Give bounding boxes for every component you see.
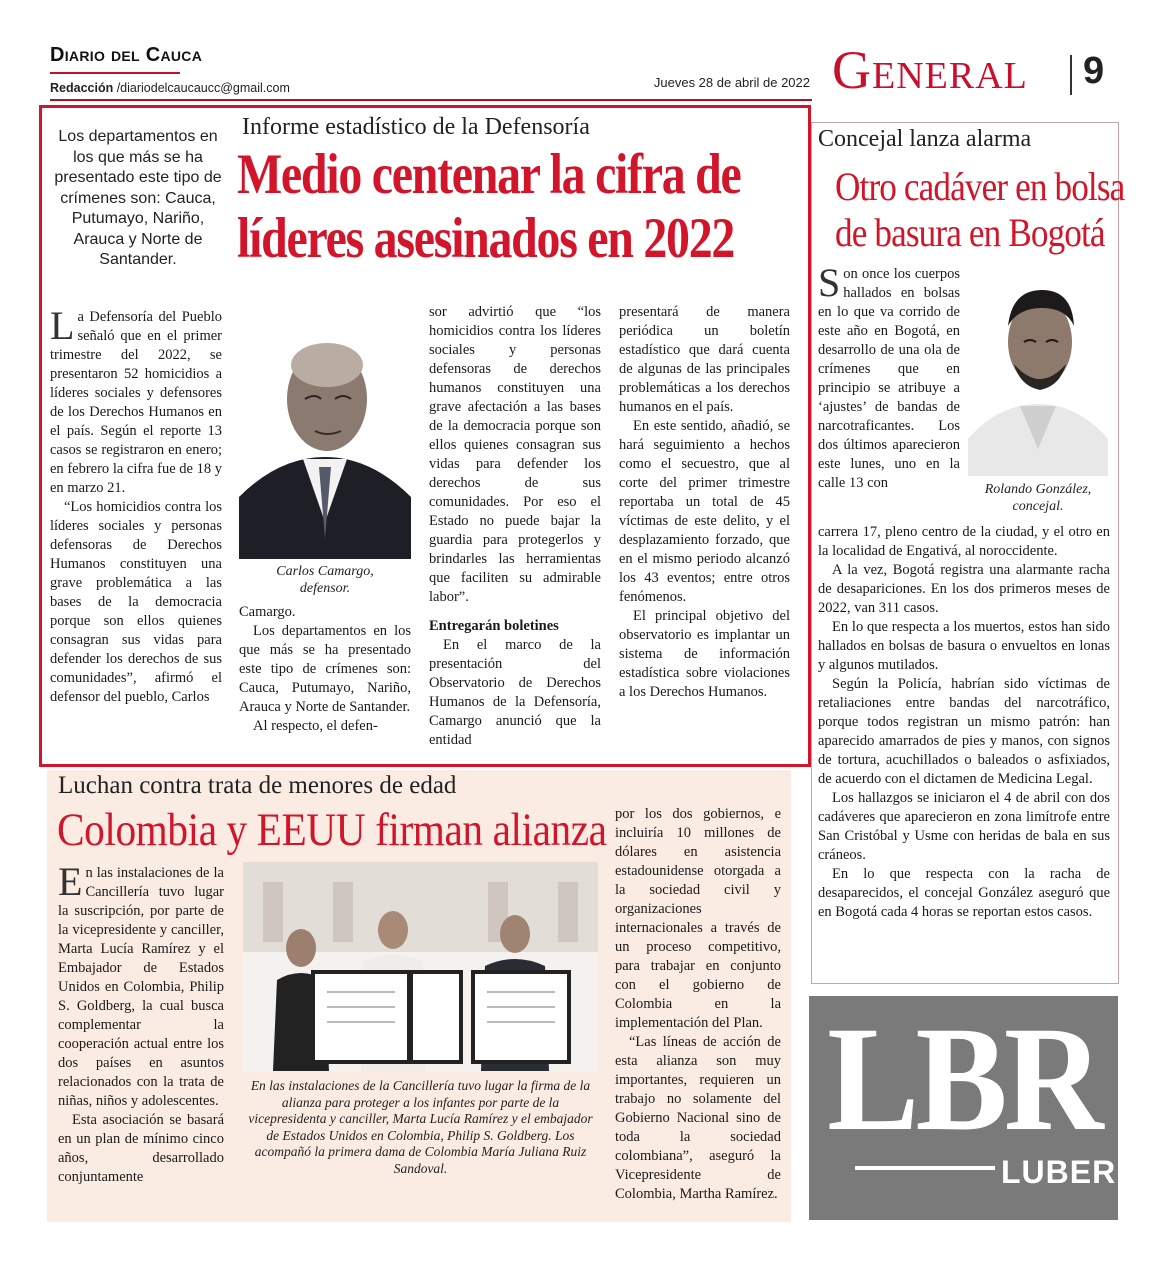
right-headline [835,164,1125,256]
lead-photo-carlos-camargo [239,307,411,559]
bottom-photo-caption: En las instalaciones de la Cancillería tuvo lugar la firma de la alianza para proteger a los infantes por parte de la vicepresidenta y canciller, Marta Lucía Ramírez y el embajador de Estados Unidos en Colombia, Philip S. Goldberg. Los acompañó la primera dama de Colombia María Juliana Ruiz Sandoval. [248,1078,593,1176]
right-p6: En lo que respecta con la racha de desaparecidos, el concejal González aseguró que en Bogotá cada 4 horas se reportan estos casos. [818,866,1110,920]
portrait-image [968,264,1108,476]
redaccion-line [50,81,290,95]
masthead: Diario del Cauca [50,44,203,66]
bottom-column-1 [58,859,224,1187]
right-caption-line1: Rolando González, [984,482,1092,497]
section-divider [1070,55,1072,95]
right-column-bottom [818,523,1110,922]
redaccion-email: /diariodelcaucaucc@gmail.com [113,81,290,95]
lead-headline-line2: líderes asesinados en 2022 [237,207,735,270]
right-p2: A la vez, Bogotá registra una alarmante racha de desapariciones. En los dos primeros meses de 2022, van 311 casos. [818,562,1110,616]
bottom-column-3 [615,805,781,1204]
lead-col2-p1: Camargo. [239,604,296,620]
lead-kicker: Informe estadístico de la Defensoría [242,114,590,140]
right-p1-top: on once los cuerpos hallados en bolsas en lo que va corrido de este año en Bogotá, en desarrollo de una ola de crímenes que en principio se atribuye a ‘ajustes’ de bandas de narcotraficantes. Los dos últimos aparecieron este lunes, uno en la calle 13 con [818,266,960,491]
bottom-col1-p1: n las instalaciones de la Cancillería tuvo lugar la suscripción, por parte de la vicepresidente y canciller, Marta Lucía Ramírez y el Embajador de Estados Unidos en Colombia, Philip S. Goldberg, la cual busca complementar la cooperación actual entre los dos países en asuntos relacionados con la trata de niñas, niños y adolescentes. [58,865,224,1109]
luber-logo-rule [855,1166,995,1170]
page-number: 9 [1083,50,1105,92]
masthead-underline [50,72,180,74]
right-headline-line2: de basura en Bogotá [835,210,1105,255]
right-headline-line1: Otro cadáver en bolsa [835,164,1125,209]
bottom-col3-p1: por los dos gobiernos, e incluiría 10 millones de dólares en asistencia estadounidense otorgada a la sociedad civil y organizaciones internacionales a través de un proceso competitivo, para trabajar en conjunto con el gobierno de Colombia en la implementación del Plan. [615,806,781,1031]
bottom-col1-p2: Esta asociación se basará en un plan de mínimo cinco años, desarrollado conjuntamente [58,1112,224,1185]
bottom-col3-p2: “Las líneas de acción de esta alianza son muy importantes, requieren un trabajo no solamente del Gobierno Nacional sino de toda la sociedad colombiana”, aseguró la Vicepresidente de Colombia, Martha Ramírez. [615,1034,781,1202]
lead-photo-caption [239,563,411,597]
luber-advertisement [809,996,1118,1220]
section-title: General [832,40,1028,100]
bottom-kicker: Luchan contra trata de menores de edad [58,772,457,799]
lead-col1-p1: a Defensoría del Pueblo señaló que en el primer trimestre del 2022, se presentaron 52 homicidios a líderes sociales y defensores de los Derechos Humanos en el país. Según el reporte 13 casos se registraron en enero; en febrero la cifra fue de 18 y en marzo 21. [50,309,222,496]
bottom-headline: Colombia y EEUU firman alianza [57,804,607,856]
header-divider [50,99,812,101]
lead-caption-line1: Carlos Camargo, [276,564,374,579]
lead-col3-p1: sor advirtió que “los homicidios contra los líderes sociales y personas defensoras de derechos humanos constituyen una grave afectación a las bases de la democracia porque son ellos quienes consagran sus vidas para defender los derechos de sus comunidades. Por eso el Estado no puede bajar la guardia para protegerlos y brindarles las herramientas que faciliten su admirable labor”. [429,304,601,605]
lead-col1-p2: “Los homicidios contra los líderes sociales y personas defensoras de Derechos Humanos constituyen una grave problemática a las bases de la democracia porque son ellos quienes consagran sus vidas para defender los derechos de sus comunidades”, afirmó el defensor del pueblo, Carlos [50,499,222,705]
lead-col2-p2: Los departamentos en los que más se ha presentado este tipo de crímenes son: Cauca, Putumayo, Nariño, Arauca y Norte de Santander. [239,623,411,715]
bottom-photo-signing [243,862,598,1071]
lead-col3-p2: En el marco de la presentación del Observatorio de Derechos Humanos de la Defensoría, Camargo anunció que la entidad [429,637,601,748]
lead-col4-p2: En este sentido, añadió, se hará seguimiento a hechos como el secuestro, que al corte del primer trimestre reportaba un total de 45 víctimas de este delito, y el desplazamiento forzado, que en el mismo periodo alcanzó los 43 eventos; entre otros fenómenos. [619,418,790,605]
issue-date: Jueves 28 de abril de 2022 [653,75,810,90]
lead-col4-p3: El principal objetivo del observatorio es implantar un sistema de información estadística sobre violaciones a los Derechos Humanos. [619,608,790,700]
group-photo-image [243,862,598,1071]
lead-column-1 [50,303,222,707]
lead-caption-line2: defensor. [299,581,351,596]
right-caption-line2: concejal. [1012,499,1064,514]
lead-col2-p3: Al respecto, el defen- [253,718,378,734]
lead-column-2 [239,603,411,736]
lead-col4-p1: presentará de manera periódica un boletín estadístico que dará cuenta de algunas de las principales problemáticas a los derechos humanos en el país. [619,304,790,415]
right-column-top [818,260,960,493]
right-photo-rolando-gonzalez [968,264,1108,476]
lead-headline [237,143,741,271]
lead-column-3 [429,303,601,750]
lead-dropcap: L [50,303,75,348]
lead-column-4 [619,303,790,702]
bottom-dropcap: E [58,859,83,904]
right-p1-rest: carrera 17, pleno centro de la ciudad, y el otro en la localidad de Engativá, al noroccidente. [818,524,1110,559]
lead-subhead: Entregarán boletines [429,618,559,634]
right-p5: Los hallazgos se iniciaron el 4 de abril con dos cadáveres que aparecieron en zona limítrofe entre San Cristóbal y Usme con heridas de bala en sus cráneos. [818,790,1110,863]
right-p4: Según la Policía, habrían sido víctimas de retaliaciones entre bandas del narcotráfico, porque todos registran un mismo patrón: han aparecido amarrados de pies y manos, con signos de tortura, acuchillados o baleados o asfixiados, de acuerdo con el dictamen de Medicina Legal. [818,676,1110,787]
right-p3: En lo que respecta a los muertos, estos han sido hallados en bolsas de basura o envueltos en lonas y algunos mutilados. [818,619,1110,673]
redaccion-label: Redacción [50,81,114,95]
portrait-image [239,307,411,559]
right-kicker: Concejal lanza alarma [818,126,1032,152]
right-photo-caption [968,481,1108,515]
luber-wordmark: LUBER [1001,1154,1117,1190]
lead-sidebar-quote: Los departamentos en los que más se ha presentado este tipo de crímenes son: Cauca, Putumayo, Nariño, Arauca y Norte de Santander. [54,128,222,268]
lead-headline-line1: Medio centenar la cifra de [237,143,741,206]
right-dropcap: S [818,260,841,305]
luber-logo: LBR [827,996,1100,1162]
